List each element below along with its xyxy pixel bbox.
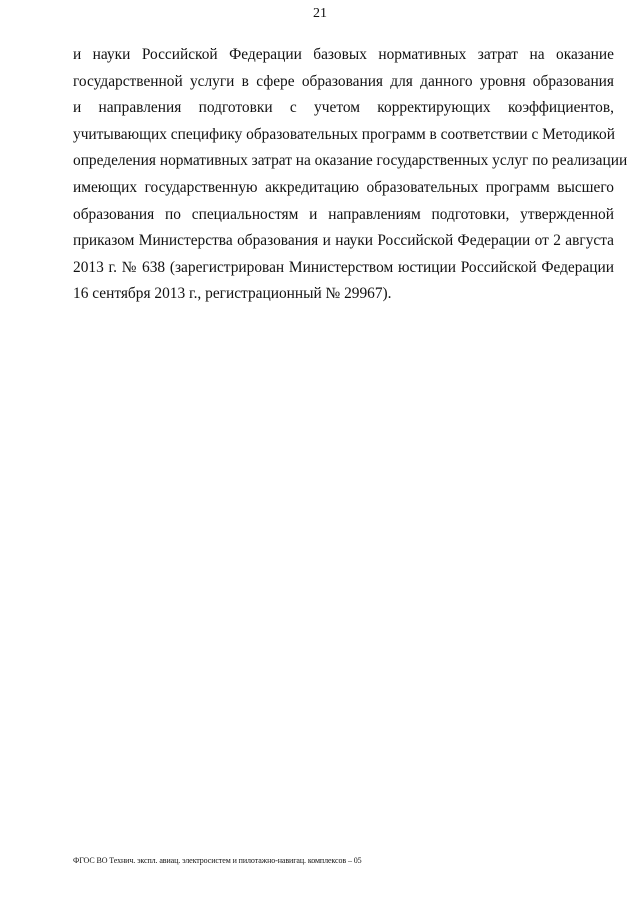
paragraph-line: приказом Министерства образования и науки Российской Федерации от 2 августа (73, 232, 614, 250)
page-number: 21 (313, 6, 327, 21)
body-paragraph (73, 42, 628, 308)
paragraph-line: и науки Российской Федерации базовых нормативных затрат на оказание (73, 46, 614, 63)
paragraph-line: государственной услуги в сфере образования для данного уровня образования (73, 72, 614, 90)
page-footer: ФГОС ВО Технич. экспл. авиац. электросистем и пилотажно-навигац. комплексов – 05 (73, 856, 362, 865)
paragraph-line: определения нормативных затрат на оказание государственных услуг по реализации (73, 152, 628, 170)
paragraph-line: 2013 г. № 638 (зарегистрирован Министерством юстиции Российской Федерации (73, 258, 614, 276)
paragraph-line: и направления подготовки с учетом корректирующих коэффициентов, (73, 99, 614, 117)
paragraph-line: 16 сентября 2013 г., регистрационный № 29967). (73, 285, 392, 303)
paragraph-line: имеющих государственную аккредитацию образовательных программ высшего (73, 178, 614, 196)
paragraph-line: образования по специальностям и направлениям подготовки, утвержденной (73, 205, 614, 223)
paragraph-line: учитывающих специфику образовательных программ в соответствии с Методикой (73, 125, 615, 143)
